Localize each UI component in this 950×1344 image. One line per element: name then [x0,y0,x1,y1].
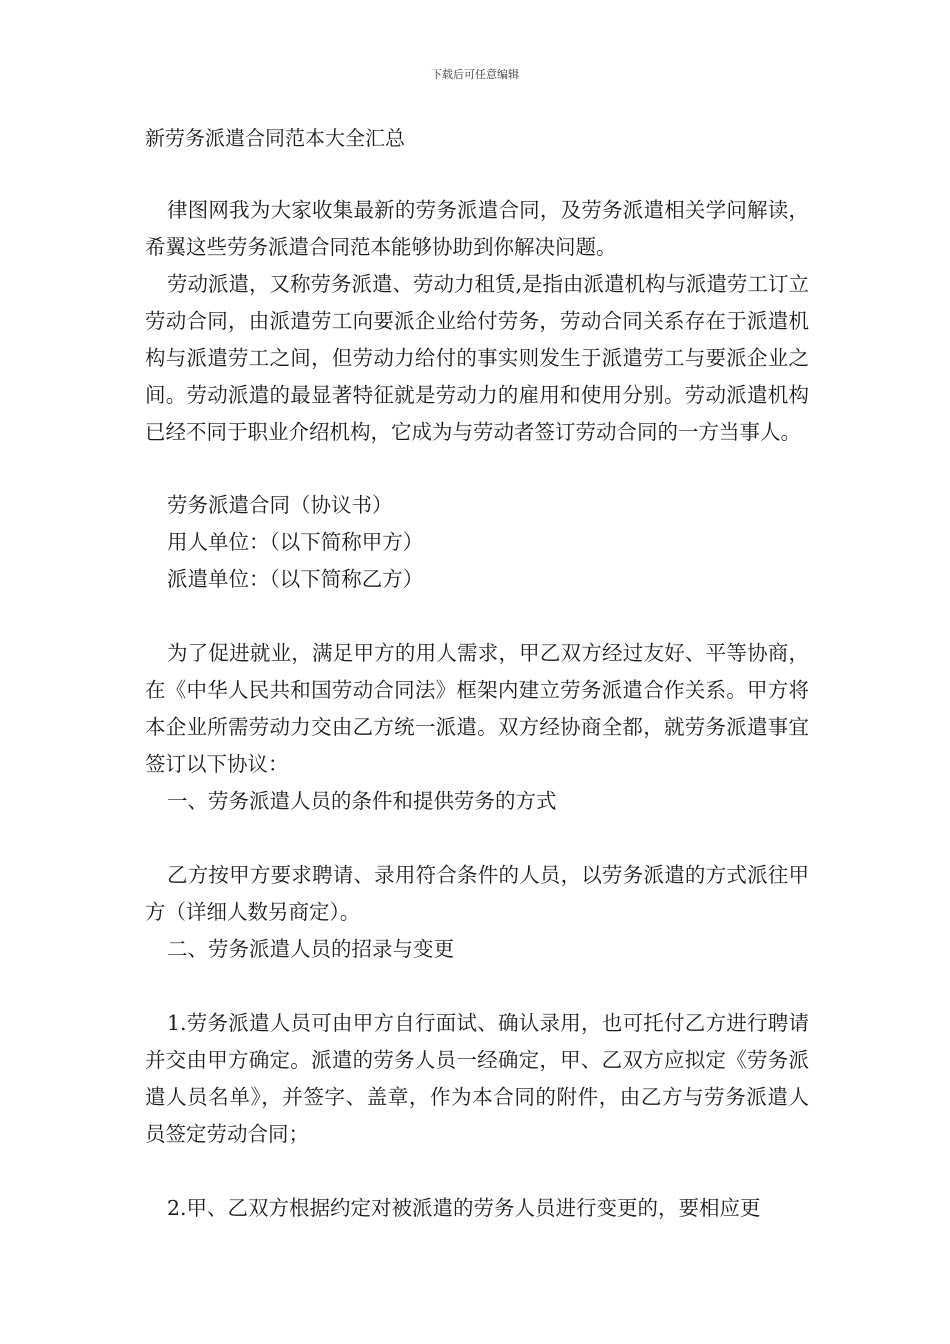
section-heading-1: 一、劳务派遣人员的条件和提供劳务的方式 [167,789,557,813]
section-heading-2: 二、劳务派遣人员的招录与变更 [167,937,454,961]
contract-name-line: 劳务派遣合同（协议书） [167,493,393,517]
intro-paragraph: 律图网我为大家收集最新的劳务派遣合同，及劳务派遣相关学问解读，希翼这些劳务派遣合同范本能够协助到你解决问题。 [145,198,809,259]
party-a-line: 用人单位：（以下简称甲方） [167,530,424,554]
section-1-paragraph: 乙方按甲方要求聘请、录用符合条件的人员，以劳务派遣的方式派往甲方（详细人数另商定）。 [145,863,809,924]
party-b-line: 派遣单位：（以下简称乙方） [167,567,424,591]
page-header-note: 下载后可任意编辑 [431,68,519,81]
clause-2-paragraph: 2.甲、乙双方根据约定对被派遣的劳务人员进行变更的，要相应更 [167,1196,761,1220]
preamble-paragraph: 为了促进就业，满足甲方的用人需求，甲乙双方经过友好、平等协商，在《中华人民共和国劳动合同法》框架内建立劳务派遣合作关系。甲方将本企业所需劳动力交由乙方统一派遣。双方经协商全都，就劳务派遣事宜签订以下协议： [145,641,809,776]
definition-paragraph: 劳动派遣，又称劳务派遣、劳动力租赁,是指由派遣机构与派遣劳工订立劳动合同，由派遣劳工向要派企业给付劳务，劳动合同关系存在于派遣机构与派遣劳工之间，但劳动力给付的事实则发生于派遣劳工与要派企业之间。劳动派遣的最显著特征就是劳动力的雇用和使用分别。劳动派遣机构已经不同于职业介绍机构，它成为与劳动者签订劳动合同的一方当事人。 [145,272,810,444]
document-title: 新劳务派遣合同范本大全汇总 [145,126,405,150]
clause-1-paragraph: 1.劳务派遣人员可由甲方自行面试、确认录用，也可托付乙方进行聘请并交由甲方确定。派遣的劳务人员一经确定，甲、乙双方应拟定《劳务派遣人员名单》，并签字、盖章，作为本合同的附件，由乙方与劳务派遣人员签定劳动合同； [145,1011,809,1146]
